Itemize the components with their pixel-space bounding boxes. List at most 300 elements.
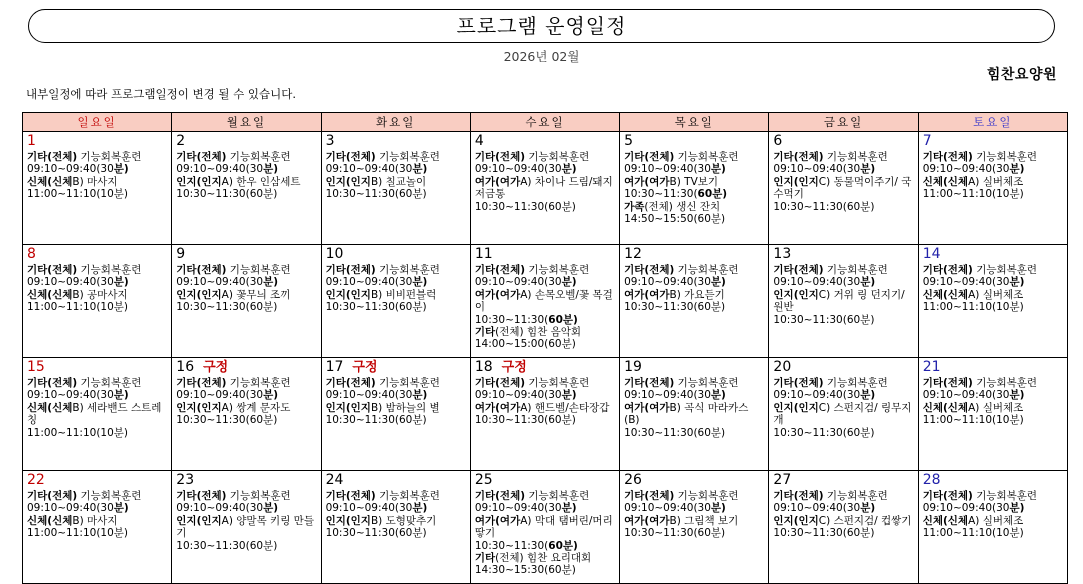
event-time-range: 11:00~11:10(10분) [922, 527, 1024, 540]
event-category: 기타(전체) [325, 151, 376, 163]
event-time-range: 09:10~09:40(30 [624, 163, 711, 176]
event-name: 힘찬 요리대회 [526, 552, 592, 565]
event-time-range: 09:10~09:40(30 [27, 389, 114, 402]
schedule-event[interactable] [923, 264, 1064, 289]
event-time-range: 09:10~09:40(30 [922, 163, 1010, 176]
schedule-event[interactable] [923, 515, 1064, 540]
event-category: 인지(인지 [176, 401, 222, 414]
schedule-event[interactable] [773, 490, 914, 515]
event-category: 기타(전체) [176, 151, 227, 163]
event-time-range: 10:30~11:30(60분) [325, 301, 427, 314]
event-duration: 분) [263, 502, 279, 515]
schedule-event[interactable] [624, 176, 765, 201]
event-group: A) [968, 401, 980, 414]
event-duration: 분) [860, 163, 876, 176]
schedule-event[interactable] [923, 490, 1064, 515]
event-name: 기능회복훈련 [976, 490, 1038, 502]
event-category: 인지(인지 [773, 514, 819, 527]
event-time-range: 11:00~11:10(10분) [27, 426, 129, 439]
day-number: 6 [773, 133, 783, 149]
event-name: 막대 탬버린/머리땋기 [474, 514, 613, 540]
event-group: A) [221, 514, 233, 527]
schedule-event[interactable] [326, 490, 467, 515]
day-number: 1 [27, 133, 36, 149]
event-time [176, 389, 317, 401]
calendar-day-cell[interactable] [620, 245, 769, 358]
event-category: 인지(인지 [325, 288, 371, 301]
event-time-range: 10:30~11:30(60분) [325, 188, 427, 201]
calendar-week-row [23, 245, 1068, 358]
schedule-event[interactable] [176, 490, 317, 515]
schedule-event[interactable] [176, 515, 317, 552]
event-time [773, 527, 914, 539]
event-category: 여가(여가 [474, 288, 521, 301]
day-number: 12 [624, 246, 642, 262]
event-time [923, 414, 1064, 426]
event-name: 기능회복훈련 [80, 264, 142, 276]
calendar-day-cell[interactable] [321, 132, 470, 245]
event-name: 쌍계 문자도 [236, 401, 291, 414]
schedule-event[interactable] [27, 264, 168, 289]
event-time [773, 314, 914, 326]
day-number-row [176, 247, 317, 263]
event-duration: 분) [1009, 163, 1025, 176]
event-duration: 60분) [548, 539, 578, 552]
schedule-event[interactable] [27, 402, 168, 439]
schedule-event[interactable] [773, 151, 914, 176]
event-name: 칠교놀이 [385, 175, 427, 188]
event-category: 기타(전체) [474, 377, 526, 389]
schedule-event[interactable] [624, 490, 765, 515]
event-category: 기타(전체) [624, 490, 675, 502]
event-time [176, 540, 317, 552]
day-number-row [27, 360, 168, 376]
event-name: 기능회복훈련 [826, 151, 888, 163]
event-time-range: 09:10~09:40(30 [773, 163, 861, 176]
event-category: 여가(여가 [474, 514, 521, 527]
schedule-event[interactable] [475, 377, 616, 402]
calendar-day-cell[interactable] [172, 471, 321, 584]
calendar-table [22, 112, 1068, 584]
holiday-label: 구정 [501, 360, 527, 375]
event-duration: 분) [412, 276, 428, 289]
day-number-row [27, 134, 168, 150]
event-name: 세라밴드 스트레칭 [27, 401, 162, 427]
schedule-event[interactable] [27, 151, 168, 176]
event-name: 그림책 보기 [684, 514, 739, 527]
calendar-day-cell[interactable] [620, 471, 769, 584]
event-duration: 분) [113, 502, 129, 515]
event-time-range: 09:10~09:40(30 [922, 389, 1010, 402]
event-name: 실버체조 [982, 288, 1024, 301]
schedule-event[interactable] [475, 515, 616, 552]
day-number: 24 [325, 472, 344, 488]
event-time-range: 10:30~11:30(60분) [773, 313, 875, 326]
event-group: B) [72, 401, 84, 414]
schedule-event[interactable] [923, 402, 1064, 427]
schedule-event[interactable] [624, 151, 765, 176]
event-group: B) [370, 175, 383, 188]
event-time-range: 09:10~09:40(30 [325, 389, 413, 402]
weekday-header-1: 월요일 [172, 113, 321, 132]
event-time-range: 10:30~11:30( [474, 539, 549, 552]
event-group: A) [968, 175, 980, 188]
weekday-header-4: 목요일 [620, 113, 769, 132]
event-category: 기타(전체) [176, 490, 227, 502]
schedule-event[interactable] [773, 289, 914, 326]
event-duration: 분) [1009, 389, 1025, 402]
event-time [923, 301, 1064, 313]
event-time [624, 188, 765, 200]
event-category: 신체(신체 [922, 175, 969, 188]
event-duration: 분) [113, 163, 129, 176]
event-name: 실버체조 [982, 514, 1024, 527]
event-category: 여가(여가 [474, 175, 521, 188]
event-time [923, 188, 1064, 200]
calendar-day-cell[interactable] [172, 358, 321, 471]
event-group: (전체) [495, 552, 524, 565]
event-duration: 분) [860, 502, 876, 515]
schedule-event[interactable] [176, 264, 317, 289]
event-group: C) [818, 175, 831, 188]
event-duration: 분) [561, 163, 577, 176]
event-name: 기능회복훈련 [80, 490, 142, 502]
calendar-day-cell[interactable] [23, 245, 172, 358]
day-number: 21 [922, 359, 941, 375]
calendar-day-cell[interactable] [470, 245, 619, 358]
event-duration: 분) [710, 389, 726, 402]
event-time [27, 301, 168, 313]
event-name: 기능회복훈련 [229, 151, 291, 163]
day-number: 17 [325, 359, 344, 375]
event-category: 기타(전체) [922, 490, 973, 502]
page-title: 프로그램 운영일정 [456, 14, 627, 38]
schedule-event[interactable] [326, 377, 467, 402]
day-number: 13 [773, 246, 792, 262]
calendar-week-row [23, 471, 1068, 584]
schedule-event[interactable] [624, 289, 765, 314]
schedule-event[interactable] [27, 289, 168, 314]
event-group: B) [669, 401, 681, 414]
event-time-range: 10:30~11:30(60분) [773, 200, 875, 213]
calendar-week-row [23, 132, 1068, 245]
event-name: 스펀지검/ 링무지개 [773, 401, 912, 427]
calendar-day-cell[interactable] [172, 132, 321, 245]
event-time [326, 389, 467, 401]
day-number: 11 [474, 246, 493, 262]
calendar-day-cell[interactable] [620, 132, 769, 245]
event-group: A) [520, 401, 532, 414]
event-category: 여가(여가 [474, 401, 521, 414]
calendar-day-cell[interactable] [470, 358, 619, 471]
calendar-day-cell[interactable] [769, 471, 918, 584]
schedule-event[interactable] [326, 151, 467, 176]
event-category: 기타(전체) [922, 264, 973, 276]
calendar-day-cell[interactable] [620, 358, 769, 471]
day-number-row [624, 473, 765, 489]
event-category: 기타(전체) [176, 377, 227, 389]
event-time-range: 10:30~11:30( [624, 188, 698, 201]
calendar-day-cell[interactable] [321, 245, 470, 358]
schedule-event[interactable] [27, 176, 168, 201]
schedule-event[interactable] [176, 151, 317, 176]
event-duration: 분) [561, 389, 577, 402]
event-group: B) [669, 514, 681, 527]
calendar-day-cell[interactable] [769, 358, 918, 471]
calendar-day-cell[interactable] [918, 471, 1067, 584]
event-name: 기능회복훈련 [229, 490, 291, 502]
schedule-event[interactable] [176, 176, 317, 201]
event-time [326, 414, 467, 426]
event-category: 기타(전체) [325, 490, 376, 502]
event-category: 여가(여가 [624, 401, 670, 414]
calendar-day-cell[interactable] [321, 471, 470, 584]
schedule-event[interactable] [773, 377, 914, 402]
event-category: 기타(전체) [325, 264, 376, 276]
schedule-event[interactable] [624, 264, 765, 289]
day-number: 20 [773, 359, 792, 375]
event-duration: 분) [1009, 502, 1025, 515]
event-category: 신체(신체 [27, 401, 73, 414]
event-time [326, 301, 467, 313]
organization-name: 힘찬요양원 [986, 67, 1057, 83]
schedule-event[interactable] [624, 377, 765, 402]
event-time-range: 11:00~11:10(10분) [27, 301, 129, 314]
event-time [624, 213, 765, 225]
event-group: (전체) [644, 200, 673, 213]
schedule-event[interactable] [176, 289, 317, 314]
event-time-range: 09:10~09:40(30 [27, 276, 114, 289]
event-name: 마사지 [87, 175, 118, 188]
event-category: 인지(인지 [325, 175, 371, 188]
event-group: B) [72, 175, 84, 188]
schedule-event[interactable] [27, 490, 168, 515]
schedule-event[interactable] [923, 176, 1064, 201]
schedule-event[interactable] [923, 377, 1064, 402]
event-category: 기타(전체) [624, 377, 675, 389]
event-group: A) [520, 175, 532, 188]
title-banner [28, 9, 1055, 43]
weekday-header-2: 화요일 [321, 113, 470, 132]
event-time-range: 10:30~11:30(60분) [325, 527, 427, 540]
calendar-body [23, 132, 1068, 584]
event-time-range: 10:30~11:30(60분) [474, 414, 576, 427]
day-number-row [475, 473, 616, 489]
event-time-range: 11:00~11:10(10분) [922, 414, 1024, 427]
event-group: B) [669, 175, 681, 188]
event-duration: 60분) [548, 313, 578, 326]
schedule-event[interactable] [475, 289, 616, 326]
event-time [624, 301, 765, 313]
day-number-row [773, 247, 914, 263]
event-group: B) [669, 288, 681, 301]
calendar-day-cell[interactable] [321, 358, 470, 471]
event-group: A) [520, 288, 532, 301]
event-time [773, 502, 914, 514]
calendar-day-cell[interactable] [23, 358, 172, 471]
event-time [176, 276, 317, 288]
event-name: 양말목 키링 만들기 [176, 514, 314, 540]
day-number: 8 [27, 246, 36, 262]
event-duration: 분) [561, 276, 577, 289]
schedule-event[interactable] [326, 264, 467, 289]
day-number-row [176, 134, 317, 150]
schedule-event[interactable] [475, 490, 616, 515]
schedule-event[interactable] [923, 151, 1064, 176]
event-time-range: 09:10~09:40(30 [27, 502, 114, 515]
day-number: 23 [176, 472, 195, 488]
schedule-event[interactable] [773, 176, 914, 213]
event-group: B) [370, 514, 383, 527]
event-category: 기타(전체) [474, 264, 526, 276]
event-duration: 분) [263, 389, 279, 402]
calendar-day-cell[interactable] [918, 358, 1067, 471]
event-name: 실버체조 [982, 401, 1024, 414]
schedule-event[interactable] [624, 515, 765, 540]
schedule-event[interactable] [176, 377, 317, 402]
day-number-row [475, 247, 616, 263]
event-time [27, 163, 168, 175]
day-number-row [624, 134, 765, 150]
event-time-range: 14:30~15:30(60분) [474, 564, 576, 577]
schedule-event[interactable] [475, 552, 616, 577]
event-time [475, 389, 616, 401]
event-category: 여가(여가 [624, 175, 670, 188]
event-category: 기타(전체) [624, 151, 675, 163]
day-number: 19 [624, 359, 642, 375]
day-number: 16 [176, 359, 195, 375]
calendar-day-cell[interactable] [23, 132, 172, 245]
event-category: 신체(신체 [922, 514, 969, 527]
event-group: A) [221, 288, 233, 301]
event-time-range: 10:30~11:30(60분) [325, 414, 427, 427]
schedule-event[interactable] [27, 377, 168, 402]
event-time [27, 527, 168, 539]
event-group: (전체) [495, 326, 524, 339]
event-name: 기능회복훈련 [677, 264, 739, 276]
event-category: 인지(인지 [325, 401, 371, 414]
schedule-event[interactable] [773, 515, 914, 540]
event-time [923, 502, 1064, 514]
event-group: B) [370, 288, 383, 301]
event-time [176, 502, 317, 514]
event-duration: 분) [710, 502, 726, 515]
schedule-event[interactable] [176, 402, 317, 427]
schedule-event[interactable] [624, 201, 765, 226]
event-time [326, 188, 467, 200]
schedule-event[interactable] [923, 289, 1064, 314]
event-time-range: 10:30~11:30(60분) [773, 426, 875, 439]
event-time-range: 09:10~09:40(30 [325, 276, 413, 289]
schedule-event[interactable] [326, 515, 467, 540]
calendar-day-cell[interactable] [172, 245, 321, 358]
event-name: 곡식 마라카스 (B) [624, 401, 749, 427]
event-time-range: 10:30~11:30(60분) [176, 414, 278, 427]
schedule-event[interactable] [475, 402, 616, 427]
day-number: 2 [176, 133, 186, 149]
event-time-range: 09:10~09:40(30 [27, 163, 114, 176]
event-name: 기능회복훈련 [826, 377, 888, 389]
event-duration: 분) [412, 389, 428, 402]
calendar-day-cell[interactable] [918, 132, 1067, 245]
event-name: 마사지 [87, 514, 118, 527]
event-time [27, 502, 168, 514]
calendar-day-cell[interactable] [769, 132, 918, 245]
day-number: 15 [27, 359, 45, 375]
holiday-label: 구정 [203, 360, 229, 375]
schedule-event[interactable] [326, 176, 467, 201]
day-number: 4 [474, 133, 484, 149]
event-time-range: 10:30~11:30(60분) [624, 527, 726, 540]
event-time-range: 09:10~09:40(30 [773, 389, 861, 402]
event-name: 동물먹이주기/ 국수먹기 [773, 175, 912, 201]
event-time [475, 201, 616, 213]
day-number-row [475, 134, 616, 150]
event-time-range: 14:50~15:50(60분) [624, 213, 726, 226]
event-time [773, 201, 914, 213]
calendar-day-cell[interactable] [23, 471, 172, 584]
event-duration: 분) [860, 389, 876, 402]
schedule-event[interactable] [475, 326, 616, 351]
event-time [475, 314, 616, 326]
holiday-label: 구정 [352, 360, 378, 375]
event-time [176, 163, 317, 175]
schedule-event[interactable] [475, 264, 616, 289]
event-name: 기능회복훈련 [976, 264, 1038, 276]
event-time-range: 10:30~11:30(60분) [176, 539, 278, 552]
event-time [326, 276, 467, 288]
event-name: 기능회복훈련 [229, 377, 291, 389]
event-name: 밤하늘의 별 [385, 401, 440, 414]
event-name: 기능회복훈련 [976, 377, 1038, 389]
calendar-day-cell[interactable] [769, 245, 918, 358]
schedule-event[interactable] [773, 402, 914, 439]
event-duration: 60분) [697, 188, 728, 201]
event-name: 비비펀블럭 [385, 288, 437, 301]
event-time [624, 502, 765, 514]
event-group: C) [818, 288, 831, 301]
event-time-range: 09:10~09:40(30 [176, 389, 264, 402]
schedule-event[interactable] [773, 264, 914, 289]
schedule-event[interactable] [27, 515, 168, 540]
event-name: 생신 잔치 [676, 200, 721, 213]
schedule-event[interactable] [326, 402, 467, 427]
schedule-event[interactable] [475, 151, 616, 176]
event-duration: 분) [710, 276, 726, 289]
event-time [624, 389, 765, 401]
event-time [624, 427, 765, 439]
schedule-event[interactable] [475, 176, 616, 213]
day-number-row [773, 473, 914, 489]
event-time [773, 389, 914, 401]
event-time-range: 10:30~11:30(60분) [176, 301, 278, 314]
event-category: 신체(신체 [27, 514, 73, 527]
calendar-day-cell[interactable] [470, 471, 619, 584]
event-group: A) [221, 175, 233, 188]
schedule-event[interactable] [326, 289, 467, 314]
event-time-range: 10:30~11:30( [474, 313, 549, 326]
event-time [773, 163, 914, 175]
event-category: 기타(전체) [624, 264, 675, 276]
calendar-day-cell[interactable] [918, 245, 1067, 358]
event-name: 가요듣기 [684, 288, 725, 301]
event-category: 인지(인지 [773, 401, 819, 414]
event-time-range: 09:10~09:40(30 [624, 276, 711, 289]
schedule-event[interactable] [624, 402, 765, 439]
calendar-day-cell[interactable] [470, 132, 619, 245]
event-category: 여가(여가 [624, 514, 670, 527]
event-name: 기능회복훈련 [379, 377, 440, 389]
